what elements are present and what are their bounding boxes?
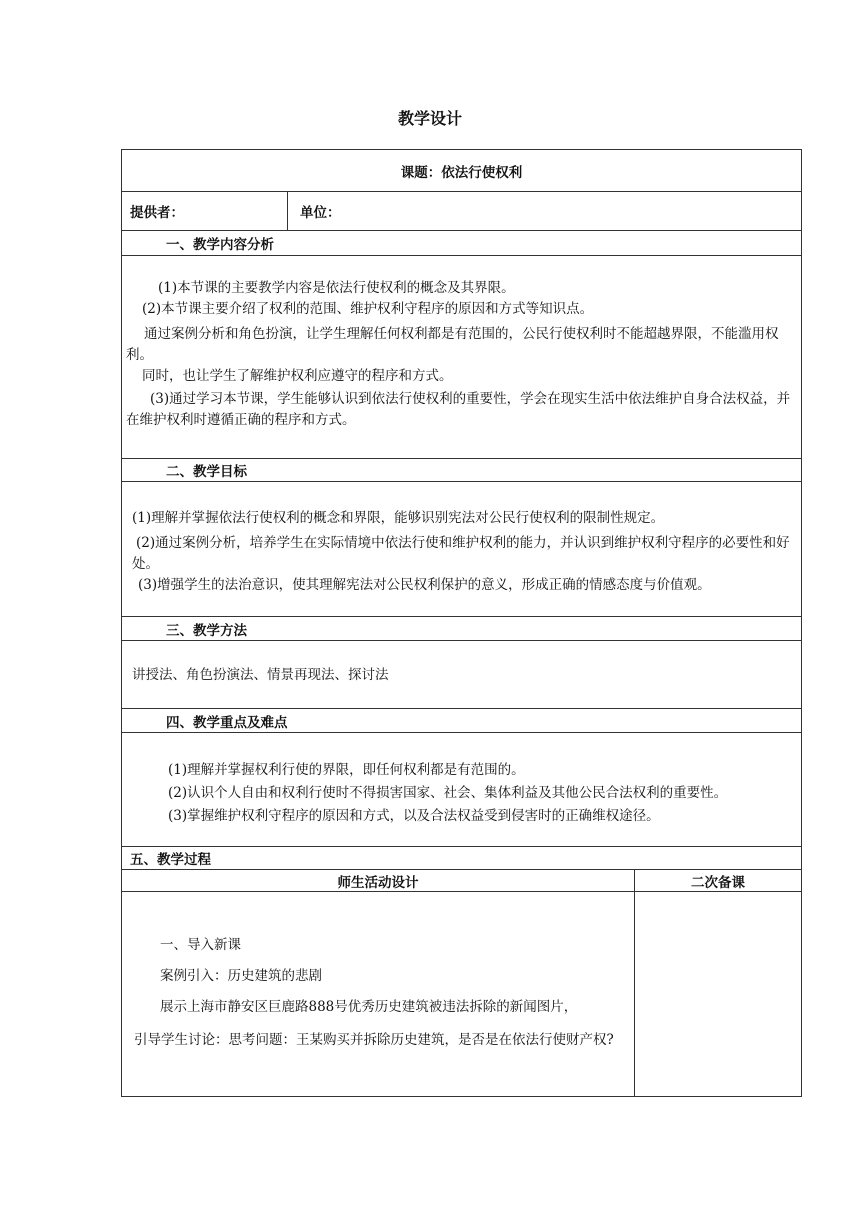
goal-line-1: (1)理解并掌握依法行使权利的概念和界限，能够识别宪法对公民行使权利的限制性规定。 <box>132 510 665 526</box>
content-line-2: (2)本节课主要介绍了权利的范围、维护权利守程序的原因和方式等知识点。 <box>142 301 594 317</box>
section-body-key-points <box>122 733 802 847</box>
goal-line-2: (2)通过案例分析，培养学生在实际情境中依法行使和维护权利的能力，并认识到维护权利守程序的必要性和好处。 <box>132 535 790 572</box>
process-activities-cell <box>122 892 635 1097</box>
provider-label: 提供者： <box>122 192 288 231</box>
process-line-3: 展示上海市静安区巨鹿路888号优秀历史建筑被违法拆除的新闻图片， <box>160 999 578 1015</box>
process-col-header-second-prep: 二次备课 <box>635 870 802 892</box>
key-point-line-2: (2)认识个人自由和权利行使时不得损害国家、社会、集体利益及其他公民合法权利的重要性。 <box>168 785 728 801</box>
lesson-plan-table <box>121 149 802 1097</box>
key-point-line-3: (3)掌握维护权利守程序的原因和方式，以及合法权益受到侵害时的正确维权途径。 <box>168 808 660 824</box>
page-title: 教学设计 <box>397 109 462 128</box>
section-heading-process: 五、教学过程 <box>122 847 802 870</box>
key-point-line-1: (1)理解并掌握权利行使的界限，即任何权利都是有范围的。 <box>168 762 525 778</box>
process-col-header-activities: 师生活动设计 <box>122 870 635 892</box>
section-heading-methods: 三、教学方法 <box>122 617 802 641</box>
methods-text: 讲授法、角色扮演法、情景再现法、探讨法 <box>132 667 389 683</box>
goal-line-3: (3)增强学生的法治意识，使其理解宪法对公民权利保护的意义，形成正确的情感态度与价值观。 <box>138 577 711 593</box>
content-line-5: (3)通过学习本节课，学生能够认识到依法行使权利的重要性，学会在现实生活中依法维护自身合法权益，并在维护权利时遵循正确的程序和方式。 <box>126 391 791 428</box>
process-line-2: 案例引入：历史建筑的悲剧 <box>160 968 322 984</box>
section-heading-key-points: 四、教学重点及难点 <box>122 709 802 733</box>
unit-label: 单位： <box>288 192 802 231</box>
section-body-goals <box>122 482 802 617</box>
content-line-4: 同时，也让学生了解维护权利应遵守的程序和方式。 <box>142 368 453 384</box>
process-line-1: 一、导入新课 <box>160 937 241 953</box>
content-line-1: (1)本节课的主要教学内容是依法行使权利的概念及其界限。 <box>158 280 515 296</box>
section-heading-content: 一、教学内容分析 <box>122 231 802 256</box>
section-body-content <box>122 256 802 459</box>
process-line-4: 引导学生讨论：思考问题：王某购买并拆除历史建筑，是否是在依法行使财产权? <box>134 1032 614 1048</box>
process-second-prep-cell <box>635 892 802 1097</box>
content-line-3: 通过案例分析和角色扮演，让学生理解任何权利都是有范围的，公民行使权利时不能超越界限，不能滥用权利。 <box>126 326 779 363</box>
lesson-title: 课题：依法行使权利 <box>122 150 802 192</box>
section-heading-goals: 二、教学目标 <box>122 459 802 482</box>
section-body-methods <box>122 641 802 709</box>
